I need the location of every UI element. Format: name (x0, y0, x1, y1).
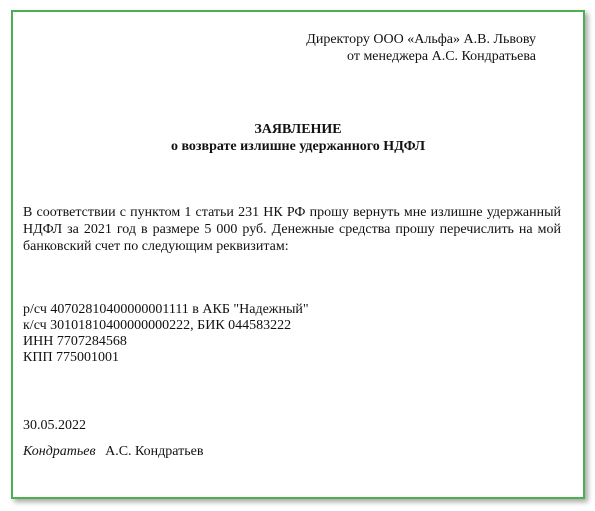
handwritten-signature: Кондратьев (23, 444, 96, 459)
kpp-line: КПП 775001001 (23, 350, 120, 365)
document-page (11, 10, 585, 499)
addressee-line-director: Директору ООО «Альфа» А.В. Львову (306, 32, 536, 47)
document-title: ЗАЯВЛЕНИЕ (254, 122, 342, 137)
addressee-block (306, 31, 536, 65)
signatory-name: А.С. Кондратьев (105, 444, 204, 459)
document-subtitle: о возврате излишне удержанного НДФЛ (170, 139, 426, 154)
bank-account-line: р/сч 40702810400000001111 в АКБ "Надежный" (23, 302, 309, 317)
bank-details (23, 302, 309, 366)
addressee-line-from: от менеджера А.С. Кондратьева (347, 49, 536, 64)
signature-line (23, 443, 203, 460)
inn-line: ИНН 7707284568 (23, 334, 127, 349)
correspondent-account-line: к/сч 30101810400000000222, БИК 044583222 (23, 318, 292, 333)
document-date: 30.05.2022 (23, 418, 86, 433)
application-body-text: В соответствии с пунктом 1 статьи 231 НК РФ прошу вернуть мне излишне удержанный НДФЛ за 2021 год в размере 5 000 руб. Денежные средства прошу перечислить на мой банковский счет по следующим реквизитам: (23, 205, 561, 254)
